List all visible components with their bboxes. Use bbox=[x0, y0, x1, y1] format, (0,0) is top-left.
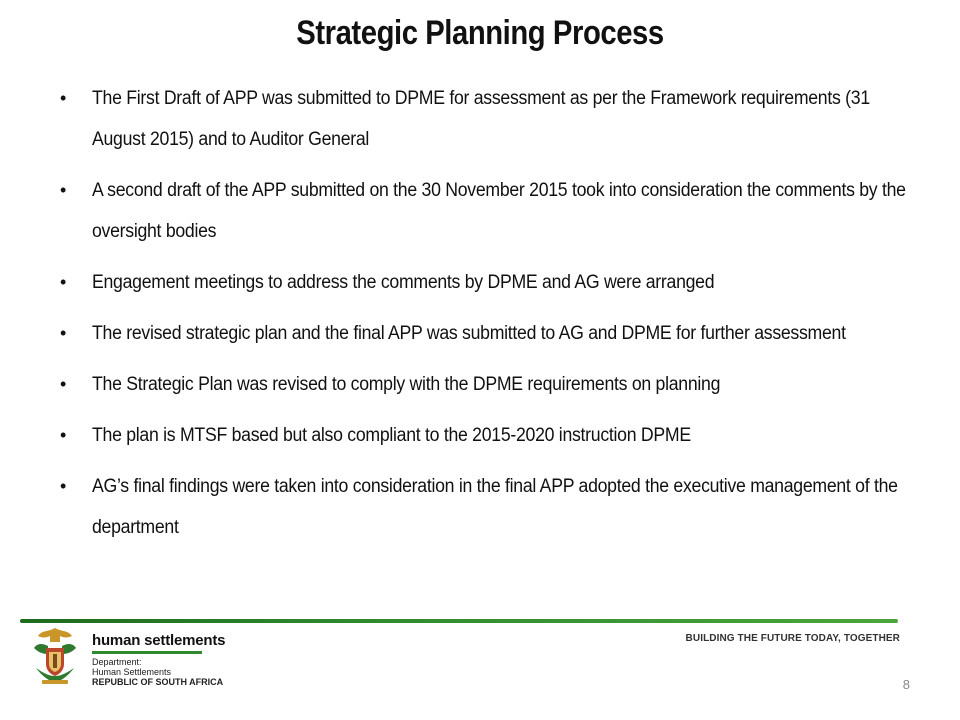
bullet-item bbox=[60, 364, 920, 405]
department-label: Department: bbox=[92, 657, 142, 667]
bullet-item bbox=[60, 415, 920, 456]
department-logo bbox=[92, 632, 225, 687]
bullet-item bbox=[60, 466, 920, 548]
footer-divider bbox=[20, 619, 898, 623]
bullet-text: The plan is MTSF based but also compliant to the 2015-2020 instruction DPME bbox=[92, 425, 691, 446]
page-number: 8 bbox=[902, 677, 910, 692]
department-subtitle: Human Settlements bbox=[92, 667, 172, 677]
bullet-item bbox=[60, 313, 920, 354]
bullet-icon: • bbox=[60, 88, 67, 108]
bullet-text: The Strategic Plan was revised to comply with the DPME requirements on planning bbox=[92, 374, 721, 395]
bullet-list bbox=[60, 78, 920, 558]
slide-title: Strategic Planning Process bbox=[296, 14, 664, 52]
bullet-icon: • bbox=[60, 374, 67, 394]
bullet-icon: • bbox=[60, 323, 67, 343]
coat-of-arms-icon bbox=[28, 624, 82, 686]
bullet-item bbox=[60, 78, 920, 160]
bullet-text: A second draft of the APP submitted on the 30 November 2015 took into consideration the comments by the oversight bodies bbox=[92, 180, 906, 242]
footer-slogan: BUILDING THE FUTURE TODAY, TOGETHER bbox=[685, 633, 900, 644]
bullet-text: The First Draft of APP was submitted to DPME for assessment as per the Framework requirements (31 August 2015) and to Auditor General bbox=[92, 88, 870, 150]
bullet-text: AG’s final findings were taken into consideration in the final APP adopted the executive management of the department bbox=[92, 476, 898, 538]
bullet-item bbox=[60, 262, 920, 303]
department-name: human settlements bbox=[92, 632, 226, 649]
bullet-text: The revised strategic plan and the final APP was submitted to AG and DPME for further assessment bbox=[92, 323, 846, 344]
department-name-underline bbox=[92, 651, 202, 654]
bullet-icon: • bbox=[60, 425, 67, 445]
bullet-text: Engagement meetings to address the comments by DPME and AG were arranged bbox=[92, 272, 715, 293]
bullet-icon: • bbox=[60, 272, 67, 292]
country-name: REPUBLIC OF SOUTH AFRICA bbox=[92, 677, 224, 687]
bullet-item bbox=[60, 170, 920, 252]
bullet-icon: • bbox=[60, 476, 67, 496]
bullet-icon: • bbox=[60, 180, 67, 200]
